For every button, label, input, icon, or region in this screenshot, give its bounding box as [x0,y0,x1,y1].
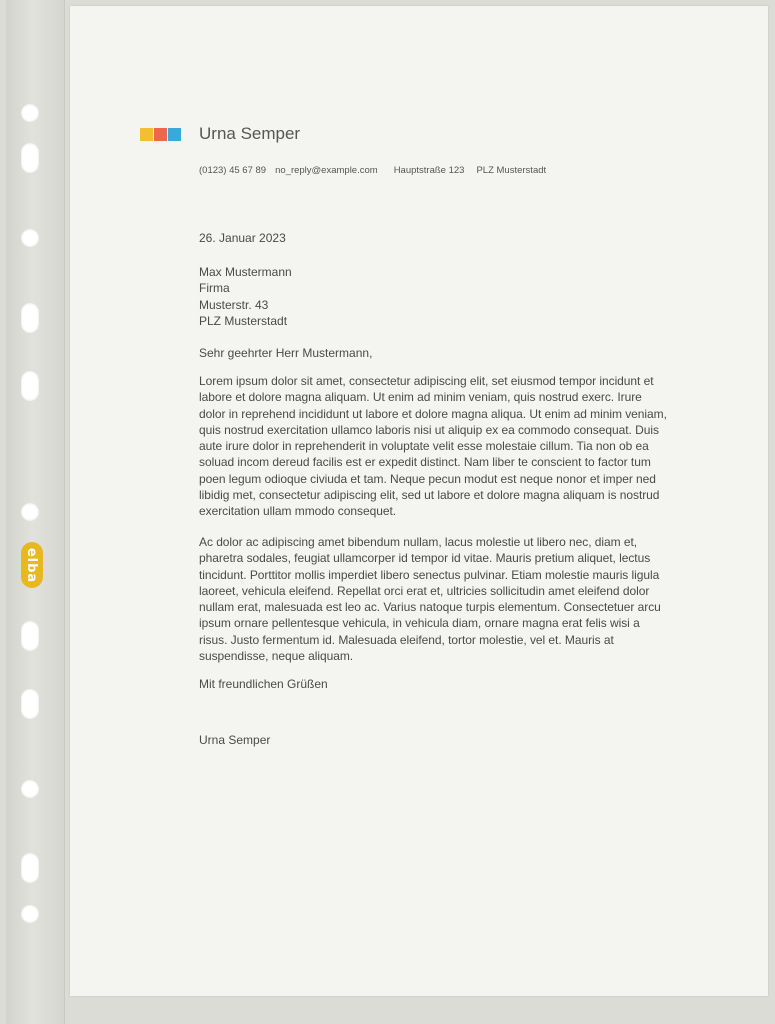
punch-hole [21,780,39,798]
signature-name: Urna Semper [199,733,271,747]
city-address: PLZ Musterstadt [476,165,547,176]
punch-hole [21,905,39,923]
body-paragraph: Lorem ipsum dolor sit amet, consectetur adipiscing elit, set eiusmod tempor incidunt et labore et dolore magna aliquam. Ut enim ad minim veniam, quis nostrud exerc. Irure dolor in reprehend incididunt ut labore et dolore magna aliqua. Ut enim ad minim veniam, quis nostrud exercitation ullamco laboris nisi ut aliquip ex ea commodo consequat. Duis aute irure dolor in reprehenderit in voluptate velit esse molestaie cillum. Tia non ob ea soluad incom dereud facilis est er expedit distinct. Nam liber te conscient to factor tum poen legum odioque civiuda et tam. Neque pecun modut est neque nonor et imper ned libidig met, consectetur adipiscing elit, sed ut labore et dolore magna aliquam is nostrud exercitation ullam mmodo consequet. [199,374,667,519]
punch-hole [21,303,39,333]
email-address: no_reply@example.com [275,165,378,176]
street-address: Hauptstraße 123 [393,165,465,176]
color-squares-logo [140,128,181,141]
punch-hole [21,143,39,173]
punch-hole [21,853,39,883]
logo-square-blue [168,128,181,141]
punch-hole [21,371,39,401]
closing: Mit freundlichen Grüßen [199,677,328,691]
logo-square-red [154,128,167,141]
sender-name: Urna Semper [199,124,301,143]
phone-number: (0123) 45 67 89 [199,165,267,176]
punch-hole [21,104,39,122]
salutation: Sehr geehrter Herr Mustermann, [199,346,373,360]
recipient-street: Musterstr. 43 [199,297,269,312]
recipient-name: Max Mustermann [199,265,292,279]
punch-hole [21,689,39,719]
recipient-company: Firma [199,281,230,296]
recipient-address [199,264,292,329]
logo-square-yellow [140,128,153,141]
recipient-city: PLZ Musterstadt [199,313,288,328]
letter-date: 26. Januar 2023 [199,231,286,245]
brand-label: elba [24,547,40,583]
contact-line [199,165,546,176]
punch-hole [21,229,39,247]
brand-logo [21,542,43,588]
punch-hole [21,621,39,651]
punch-hole [21,503,39,521]
body-paragraph: Ac dolor ac adipiscing amet bibendum nullam, lacus molestie ut libero nec, diam et, pharetra sodales, feugiat ullamcorper id tempor id vitae. Mauris pretium aliquet, lectus tincidunt. Porttitor mollis imperdiet libero senectus pulvinar. Etiam molestie mauris ligula laoreet, vehicula eleifend. Repellat orci erat et, ultricies sollicitudin amet eleifend dolor nullam erat, malesuada est leo ac. Varius natoque turpis elementum. Consectetuer arcu ipsum ornare pellentesque vehicula, in vehicula diam, ornare magna erat felis wisi a risus. Justo fermentum id. Malesuada eleifend, tortor molestie, vel et. Mauris at suspendisse, neque aliquam. [199,535,661,664]
